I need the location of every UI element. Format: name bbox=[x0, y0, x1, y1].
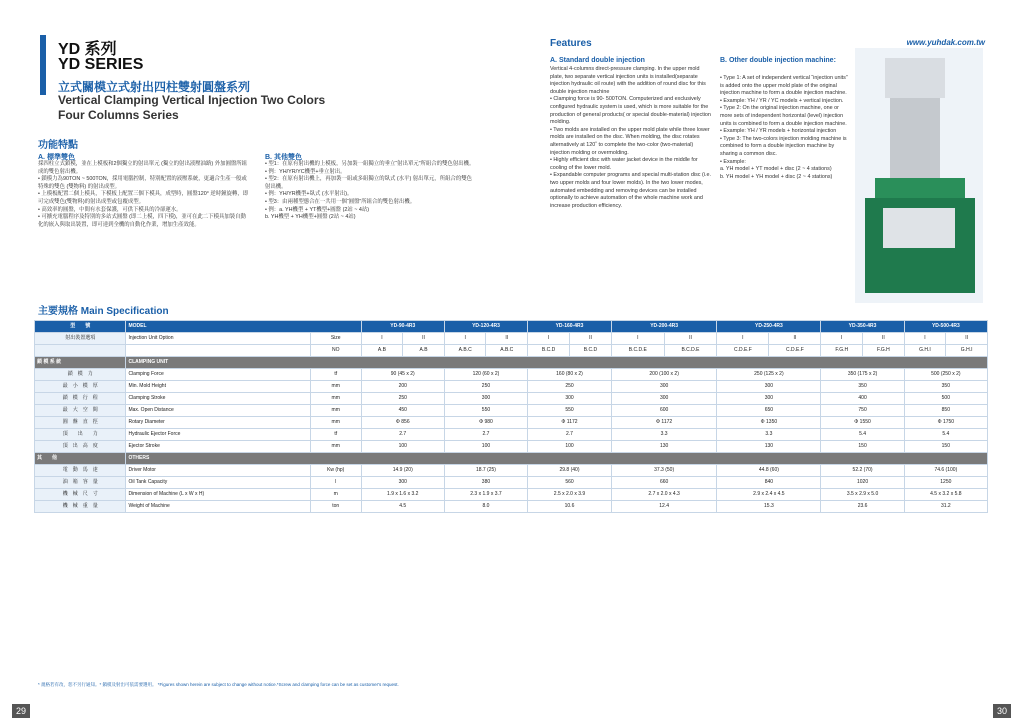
table-row bbox=[35, 429, 988, 441]
table-cell: tf bbox=[310, 429, 361, 441]
table-cell: 3.5 x 2.9 x 5.0 bbox=[821, 489, 904, 501]
table-cell: 660 bbox=[611, 477, 716, 489]
table-cell: 鎖 模 系 統 bbox=[35, 357, 126, 369]
table-cell: 1.9 x 1.6 x 3.2 bbox=[361, 489, 444, 501]
table-cell: C.D.E.F bbox=[769, 345, 821, 357]
title-en-2: Four Columns Series bbox=[58, 108, 179, 122]
table-cell: 型 號 bbox=[35, 321, 126, 333]
table-cell: Clamping Force bbox=[126, 369, 310, 381]
paragraph: b. YH model + YH model + disc (2 ~ 4 stations) bbox=[720, 173, 833, 180]
table-cell: tf bbox=[310, 369, 361, 381]
table-cell: 300 bbox=[611, 381, 716, 393]
table-row bbox=[35, 381, 988, 393]
table-cell: II bbox=[769, 333, 821, 345]
table-cell: 1020 bbox=[821, 477, 904, 489]
table-cell: Max. Open Distance bbox=[126, 405, 310, 417]
paragraph: • 型3：由兩種型態合在一共用一個“圓盤”所組合的雙色射出機。 bbox=[265, 198, 416, 205]
table-cell: Φ 1172 bbox=[611, 417, 716, 429]
table-row bbox=[35, 321, 988, 333]
table-cell: F.G.H bbox=[821, 345, 863, 357]
table-cell: 300 bbox=[717, 393, 821, 405]
table-cell: 74.6 (100) bbox=[904, 465, 987, 477]
page-number-right: 30 bbox=[993, 704, 1011, 718]
table-cell: Kw (hp) bbox=[310, 465, 361, 477]
table-cell: 52.2 (70) bbox=[821, 465, 904, 477]
paragraph: • 可擴充電腦程序及特別的多站式圓盤 (即二上模，四下模)，並可在此二下模具加裝自動化的嵌入與取出裝置，即可達到全機的自動化作業，增加生產效能。 bbox=[38, 214, 246, 228]
paragraph: • 例：YH/YR/YC機型+垂立射出。 bbox=[265, 168, 346, 175]
table-cell: 10.6 bbox=[528, 501, 612, 513]
table-row bbox=[35, 369, 988, 381]
table-cell: II bbox=[486, 333, 528, 345]
table-cell: l bbox=[310, 477, 361, 489]
table-cell: 100 bbox=[528, 441, 612, 453]
table-cell: B.C.D.E bbox=[611, 345, 664, 357]
table-cell: YD-200-4R3 bbox=[611, 321, 716, 333]
table-cell: Φ 1350 bbox=[717, 417, 821, 429]
table-cell: G.H.I bbox=[904, 345, 946, 357]
table-cell: 頂 出 力 bbox=[35, 429, 126, 441]
table-cell: G.H.I bbox=[946, 345, 988, 357]
table-cell: mm bbox=[310, 441, 361, 453]
paragraph: • 上模板配置二個上模具，下模板上配置三個下模具，成型時，圓盤120° 逆時鐘旋轉，即可完成雙色(雙物料)的射出成型或包覆成型。 bbox=[38, 191, 249, 205]
table-cell: 90 (45 x 2) bbox=[361, 369, 444, 381]
table-cell: B.C.D bbox=[570, 345, 612, 357]
table-cell: 200 bbox=[361, 381, 444, 393]
table-cell: Oil Tank Capacity bbox=[126, 477, 310, 489]
table-cell: mm bbox=[310, 417, 361, 429]
table-cell: A.B.C bbox=[486, 345, 528, 357]
table-cell: 350 bbox=[821, 381, 904, 393]
paragraph: • Two molds are installed on the upper mold plate while three lower molds are installed on the disc. When molding, the disc rotates alternatively at 120˚ to complete the two-color (two-material) injection molding or overmolding. bbox=[550, 126, 710, 156]
section-a-body bbox=[550, 66, 712, 210]
table-cell: A.B.C bbox=[444, 345, 486, 357]
table-cell: 250 bbox=[444, 381, 527, 393]
table-cell: 4.5 bbox=[361, 501, 444, 513]
table-cell: 450 bbox=[361, 405, 444, 417]
table-cell: m bbox=[310, 489, 361, 501]
table-row bbox=[35, 393, 988, 405]
table-cell: Φ 980 bbox=[444, 417, 527, 429]
table-cell: 37.3 (50) bbox=[611, 465, 716, 477]
table-cell: 18.7 (25) bbox=[444, 465, 527, 477]
page-number-left: 29 bbox=[12, 704, 30, 718]
table-cell: II bbox=[570, 333, 612, 345]
table-cell: Φ 1750 bbox=[904, 417, 987, 429]
table-cell: I bbox=[904, 333, 946, 345]
table-cell: 100 bbox=[361, 441, 444, 453]
table-cell: 750 bbox=[821, 405, 904, 417]
table-cell: 3.3 bbox=[611, 429, 716, 441]
table-cell: YD-500-4R3 bbox=[904, 321, 987, 333]
table-cell: I bbox=[821, 333, 863, 345]
table-cell: 最 大 空 間 bbox=[35, 405, 126, 417]
section-b-body bbox=[720, 75, 848, 181]
table-cell: 鎖 模 力 bbox=[35, 369, 126, 381]
paragraph: • Expandable computer programs and special multi-station disc (i.e. two upper molds and four lower molds). In the two lower modes, automated embedding and removing devices can be installed optionally to achieve automation of the whole machine work and increase production efficiency. bbox=[550, 172, 711, 209]
table-cell: 2.3 x 1.9 x 3.7 bbox=[444, 489, 527, 501]
table-cell: 5.4 bbox=[904, 429, 987, 441]
table-cell: Φ 856 bbox=[361, 417, 444, 429]
table-cell: I bbox=[717, 333, 769, 345]
table-cell: 31.2 bbox=[904, 501, 987, 513]
paragraph: • 鎖模力為90TON ~ 500TON，採用電腦控制，特別配置的液壓系統，更適合生產一般或特殊的雙色 (雙物料) 的射出成型。 bbox=[38, 176, 247, 190]
table-cell: 2.5 x 2.0 x 3.9 bbox=[528, 489, 612, 501]
table-cell: 350 (175 x 2) bbox=[821, 369, 904, 381]
features-title: Features bbox=[550, 38, 592, 49]
table-cell: 8.0 bbox=[444, 501, 527, 513]
table-cell: F.G.H bbox=[863, 345, 905, 357]
table-cell: 100 bbox=[444, 441, 527, 453]
table-cell: 650 bbox=[717, 405, 821, 417]
table-cell: Φ 1550 bbox=[821, 417, 904, 429]
table-cell: 250 (125 x 2) bbox=[717, 369, 821, 381]
table-cell: 2.7 bbox=[361, 429, 444, 441]
table-cell: B.C.D bbox=[528, 345, 570, 357]
paragraph: Vertical 4-columns direct-pressure clamping. In the upper mold plate, two separate vertical injection units is installed(separate injection hydraulic oil route) with the addition of round disc for this double injection machine bbox=[550, 66, 706, 95]
table-cell: 600 bbox=[611, 405, 716, 417]
table-cell: I bbox=[528, 333, 570, 345]
table-cell: Injection Unit Option bbox=[126, 333, 310, 345]
table-cell: C.D.E.F bbox=[717, 345, 769, 357]
paragraph: • 型1：在原有射出機的上模板，另加裝一組獨立的垂立“射出單元”所組合的雙色射出機。 bbox=[265, 161, 475, 167]
table-row bbox=[35, 477, 988, 489]
table-cell: 850 bbox=[904, 405, 987, 417]
table-cell: CLAMPING UNIT bbox=[126, 357, 988, 369]
paragraph: • 例：YH/YR機型+臥式 (水平射出)。 bbox=[265, 191, 353, 198]
table-cell: mm bbox=[310, 381, 361, 393]
table-cell: YD-160-4R3 bbox=[528, 321, 612, 333]
table-cell: 550 bbox=[444, 405, 527, 417]
table-cell: I bbox=[361, 333, 403, 345]
table-cell: II bbox=[863, 333, 905, 345]
spec-table bbox=[34, 320, 988, 513]
paragraph: • Clamping force is 90- 500TON. Computerized and exclusively configured hydraulic system is used, which is more suitable for the production of general products( or special double-material) injection molding. bbox=[550, 96, 711, 126]
table-cell: MODEL bbox=[126, 321, 361, 333]
table-cell: 3.3 bbox=[717, 429, 821, 441]
table-cell: 鎖 模 行 程 bbox=[35, 393, 126, 405]
table-cell: 頂 出 高 度 bbox=[35, 441, 126, 453]
table-cell: Ejector Stroke bbox=[126, 441, 310, 453]
table-row bbox=[35, 489, 988, 501]
table-row bbox=[35, 417, 988, 429]
paragraph: b. YH機型 + YH機型+圓盤 (2站 ~ 4站) bbox=[265, 214, 356, 221]
table-cell: NO bbox=[310, 345, 361, 357]
table-cell: 2.7 x 2.0 x 4.3 bbox=[611, 489, 716, 501]
table-cell: 500 bbox=[904, 393, 987, 405]
table-cell: 160 (80 x 2) bbox=[528, 369, 612, 381]
spec-title: 主要規格 Main Specification bbox=[38, 306, 169, 317]
table-cell: 380 bbox=[444, 477, 527, 489]
table-cell: 44.8 (60) bbox=[717, 465, 821, 477]
paragraph: 採四柱立式鎖模，並在上模板和2個獨立的射出單元 (獨立的射出液壓油路) 外加圓盤所組成的雙色射出機。 bbox=[38, 161, 248, 175]
table-cell: mm bbox=[310, 393, 361, 405]
paragraph: a. YH model + YT model + disc (2 ~ 4 stations) bbox=[720, 166, 832, 173]
table-cell: 300 bbox=[361, 477, 444, 489]
table-cell: I bbox=[611, 333, 664, 345]
paragraph: • Type 1: A set of independent vertical “injection units” is added onto the upper mold plate of the original injection machine to form a double injection machine. bbox=[720, 75, 848, 97]
table-cell: Weight of Machine bbox=[126, 501, 310, 513]
table-cell: 250 bbox=[528, 381, 612, 393]
table-cell: mm bbox=[310, 405, 361, 417]
title-accent-bar bbox=[40, 35, 46, 95]
series-cn: YD 系列 bbox=[58, 41, 117, 58]
table-row bbox=[35, 501, 988, 513]
table-cell: 15.3 bbox=[717, 501, 821, 513]
title-cn: 立式關模立式射出四柱雙射圓盤系列 bbox=[58, 80, 251, 94]
footer-note: * 規格若有改，恕不另行通知。* 鎖模及射出可依需要選用。 *Figures shown herein are subject to change without notice.*Screw and clamping force can be set as customer's request. bbox=[38, 682, 399, 687]
table-cell: Φ 1172 bbox=[528, 417, 612, 429]
paragraph: • Type 3: The two-colors injection molding machine is combined to form a double injection machine by sharing a common disc. bbox=[720, 135, 847, 157]
table-row bbox=[35, 465, 988, 477]
table-cell: 5.4 bbox=[821, 429, 904, 441]
table-cell: 300 bbox=[444, 393, 527, 405]
table-cell: 油 箱 容 量 bbox=[35, 477, 126, 489]
title-en-1: Vertical Clamping Vertical Injection Two Colors bbox=[58, 93, 326, 107]
paragraph: • Example: bbox=[720, 158, 746, 165]
table-row bbox=[35, 345, 988, 357]
table-cell: 其 他 bbox=[35, 453, 126, 465]
table-cell: Min. Mold Height bbox=[126, 381, 310, 393]
table-cell: 250 bbox=[361, 393, 444, 405]
table-cell: A.B bbox=[361, 345, 403, 357]
table-cell: 4.5 x 3.2 x 5.8 bbox=[904, 489, 987, 501]
table-row bbox=[35, 441, 988, 453]
table-cell: 最 小 模 厚 bbox=[35, 381, 126, 393]
table-cell: II bbox=[403, 333, 445, 345]
section-b-cn-body bbox=[265, 161, 475, 222]
table-cell: 1250 bbox=[904, 477, 987, 489]
table-cell: 550 bbox=[528, 405, 612, 417]
machine-photo bbox=[855, 48, 983, 303]
paragraph: • 高效率的圓盤，中間有水套保護，可供下模具的冷卻運水。 bbox=[38, 206, 182, 213]
table-cell: 130 bbox=[717, 441, 821, 453]
table-cell: II bbox=[946, 333, 988, 345]
table-row bbox=[35, 357, 988, 369]
section-a-cn-body bbox=[38, 161, 250, 229]
table-cell: 200 (100 x 2) bbox=[611, 369, 716, 381]
table-cell: 500 (250 x 2) bbox=[904, 369, 987, 381]
table-cell: 840 bbox=[717, 477, 821, 489]
section-b-title: B. Other double injection machine: bbox=[720, 57, 836, 64]
table-cell: ton bbox=[310, 501, 361, 513]
table-cell: 300 bbox=[717, 381, 821, 393]
table-cell: 350 bbox=[904, 381, 987, 393]
table-row bbox=[35, 453, 988, 465]
paragraph: • Type 2: On the original injection machine, one or more sets of independent horizontal (level) injection units is combined to form a double injection machine. bbox=[720, 105, 847, 127]
table-cell: 300 bbox=[528, 393, 612, 405]
paragraph: • 例：a. YH機型 + YT機型+圓盤 (2站 ~ 4站) bbox=[265, 206, 370, 213]
table-cell: Clamping Stroke bbox=[126, 393, 310, 405]
section-b-cn-title: B. 其他雙色 bbox=[265, 154, 302, 161]
table-cell: 2.7 bbox=[528, 429, 612, 441]
table-cell: A.B bbox=[403, 345, 445, 357]
table-cell: B.C.D.E bbox=[664, 345, 717, 357]
table-cell: 120 (60 x 2) bbox=[444, 369, 527, 381]
table-cell bbox=[126, 345, 310, 357]
table-cell: YD-350-4R3 bbox=[821, 321, 904, 333]
paragraph: • 型2：在原有射出機上，再加裝一組或多組獨立的臥式 (水平) 射出單元，所組合的雙色射出機。 bbox=[265, 176, 473, 190]
table-cell: Hydraulic Ejector Force bbox=[126, 429, 310, 441]
table-cell: 機 械 尺 寸 bbox=[35, 489, 126, 501]
section-a-cn-title: A. 標準雙色 bbox=[38, 154, 75, 161]
table-cell: Dimension of Machine (L x W x H) bbox=[126, 489, 310, 501]
table-cell: 12.4 bbox=[611, 501, 716, 513]
table-cell: 23.6 bbox=[821, 501, 904, 513]
table-cell: 射出裝置選項 bbox=[35, 333, 126, 345]
table-cell: YD-250-4R3 bbox=[717, 321, 821, 333]
table-cell: Rotary Diameter bbox=[126, 417, 310, 429]
features-cn-title: 功能特點 bbox=[38, 140, 78, 151]
table-cell: 400 bbox=[821, 393, 904, 405]
table-cell: OTHERS bbox=[126, 453, 988, 465]
paragraph: • Example: YH / YR / YC models + vertical injection. bbox=[720, 97, 844, 104]
paragraph: • Example: YH / YR models + horizontal injection bbox=[720, 128, 837, 135]
table-cell: 圓 盤 直 徑 bbox=[35, 417, 126, 429]
table-cell: 2.7 bbox=[444, 429, 527, 441]
table-row bbox=[35, 405, 988, 417]
table-cell: 電 動 馬 達 bbox=[35, 465, 126, 477]
table-cell: 機 械 重 量 bbox=[35, 501, 126, 513]
paragraph: • Highly efficient disc with water jacket device in the middle for cooling of the lower mold. bbox=[550, 157, 698, 171]
table-cell: 130 bbox=[611, 441, 716, 453]
table-cell: Driver Motor bbox=[126, 465, 310, 477]
table-cell bbox=[35, 345, 126, 357]
table-cell: 150 bbox=[821, 441, 904, 453]
table-cell: 29.8 (40) bbox=[528, 465, 612, 477]
table-cell: 2.9 x 2.4 x 4.5 bbox=[717, 489, 821, 501]
table-cell: I bbox=[444, 333, 486, 345]
table-cell: Size bbox=[310, 333, 361, 345]
table-cell: 560 bbox=[528, 477, 612, 489]
table-cell: 300 bbox=[611, 393, 716, 405]
table-cell: 14.9 (20) bbox=[361, 465, 444, 477]
table-cell: YD-120-4R3 bbox=[444, 321, 527, 333]
website-url[interactable]: www.yuhdak.com.tw bbox=[906, 38, 985, 47]
table-cell: YD-90-4R3 bbox=[361, 321, 444, 333]
table-row bbox=[35, 333, 988, 345]
section-a-title: A. Standard double injection bbox=[550, 57, 645, 64]
table-cell: II bbox=[664, 333, 717, 345]
table-cell: 150 bbox=[904, 441, 987, 453]
series-en: YD SERIES bbox=[58, 56, 144, 73]
